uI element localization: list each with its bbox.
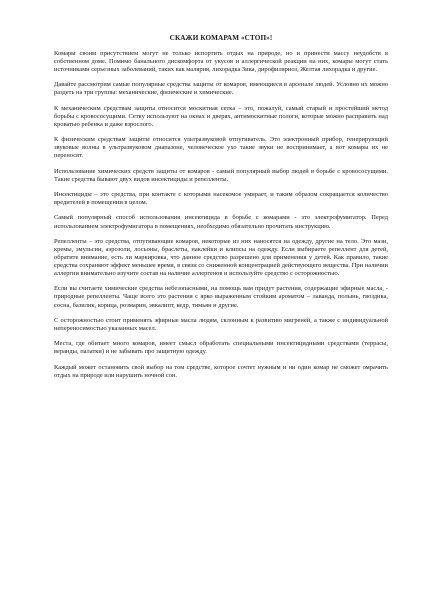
paragraph-oils-caution: С осторожностью стоит применять эфирные масла людям, склонным к развитию мигреней, а также с индивидуальной непереносимостью указанных масел. — [54, 316, 388, 332]
paragraph-conclusion: Каждый может остановить свой выбор на том средстве, которое сочтет нужным и ни один комар не сможет омрачить отдых на природе или нарушить ночной сон. — [54, 363, 388, 379]
paragraph-groups: Давайте рассмотрим самые популярные средства защиты от комаров, имеющиеся в арсенале людей. Условно их можно раздеть на три группы: механические, физические и химические. — [54, 81, 388, 97]
paragraph-fumigator: Самый популярный способ использования инсектицида в борьбе с комарами - это электрофумигатор. Перед использованием электрофумигатора в помещениях, необходимо обязательно прочитать инструкцию. — [54, 214, 388, 230]
document-title: СКАЖИ КОМАРАМ «СТОП»! — [169, 34, 273, 42]
paragraph-chemical: Использование химических средств защиты от комаров - самый популярный выбор людей в борьбе с кровососущими. Такие средства бывают двух видов инсектициды и репелленты. — [54, 167, 388, 183]
paragraph-intro: Комары своим присутствием могут не только испортить отдых на природе, но и принести массу неудобств в собственном доме. Помимо банального дискомфорта от укусов и аллергической реакции на них, комары могут стать источниками серьезных заболеваний, таких как малярия, лихорадка Зика, дирофиляриоз, Желтая лихорадка и другие. — [54, 50, 388, 74]
paragraph-mechanical: К механическим средствам защиты относится москитная сетка – это, пожалуй, самый старый и простейший метод борьбы с кровососущими. Сетку используют на окнах и дверях, антимоскитные пологи, которые можно расправить над кроватью ребенка и даже взрослого. — [54, 104, 388, 128]
document-body — [54, 50, 388, 380]
paragraph-plants: Если вы считаете химические средства небезопасными, на помощь вам придут растения, содержащие эфирные масла, - природные репелленты. Чаще всего это растения с ярко выраженным стойким ароматом – лаванда, полынь, гвоздика, сосна, базилик, корица, розмарин, эвкалипт, кедр, тимьян и другие. — [54, 285, 388, 309]
paragraph-repellents: Репелленты – это средства, отпугивающие комаров, некоторые из них наносятся на одежду, другие на тело. Это мази, кремы, эмульсии, аэрозоли, лосьоны, браслеты, наклейки и клипсы на одежду. Если выбираете репеллент для детей, обратите внимание, есть ли маркировка, что данное средство разрешено для применения у детей. Как правило, такие средства сохраняют эффект меньшее время, в связи со сниженной концентрацией действующего вещества. При наличии аллергии внимательно изучите состав на наличие аллергенов и используйте средство с осторожностью. — [54, 237, 388, 278]
paragraph-insecticides: Инсектициды – это средства, при контакте с которыми насекомое умирает, и таким образом сокращается количество вредителей в помещении в целом. — [54, 191, 388, 207]
paragraph-physical: К физическим средствам защиты относится ультразвуковой отпугиватель. Это электронный прибор, генерирующий звуковые волны в ультразвуковом диапазоне, человеческое ухо такие звуки не воспринимает, а вот комары их не переносят. — [54, 136, 388, 160]
paragraph-places: Места, где обитает много комаров, имеет смысл обработать специальными инсектицидными средствами (террасы, веранды, палатки) и не забывать про защитную одежду. — [54, 340, 388, 356]
